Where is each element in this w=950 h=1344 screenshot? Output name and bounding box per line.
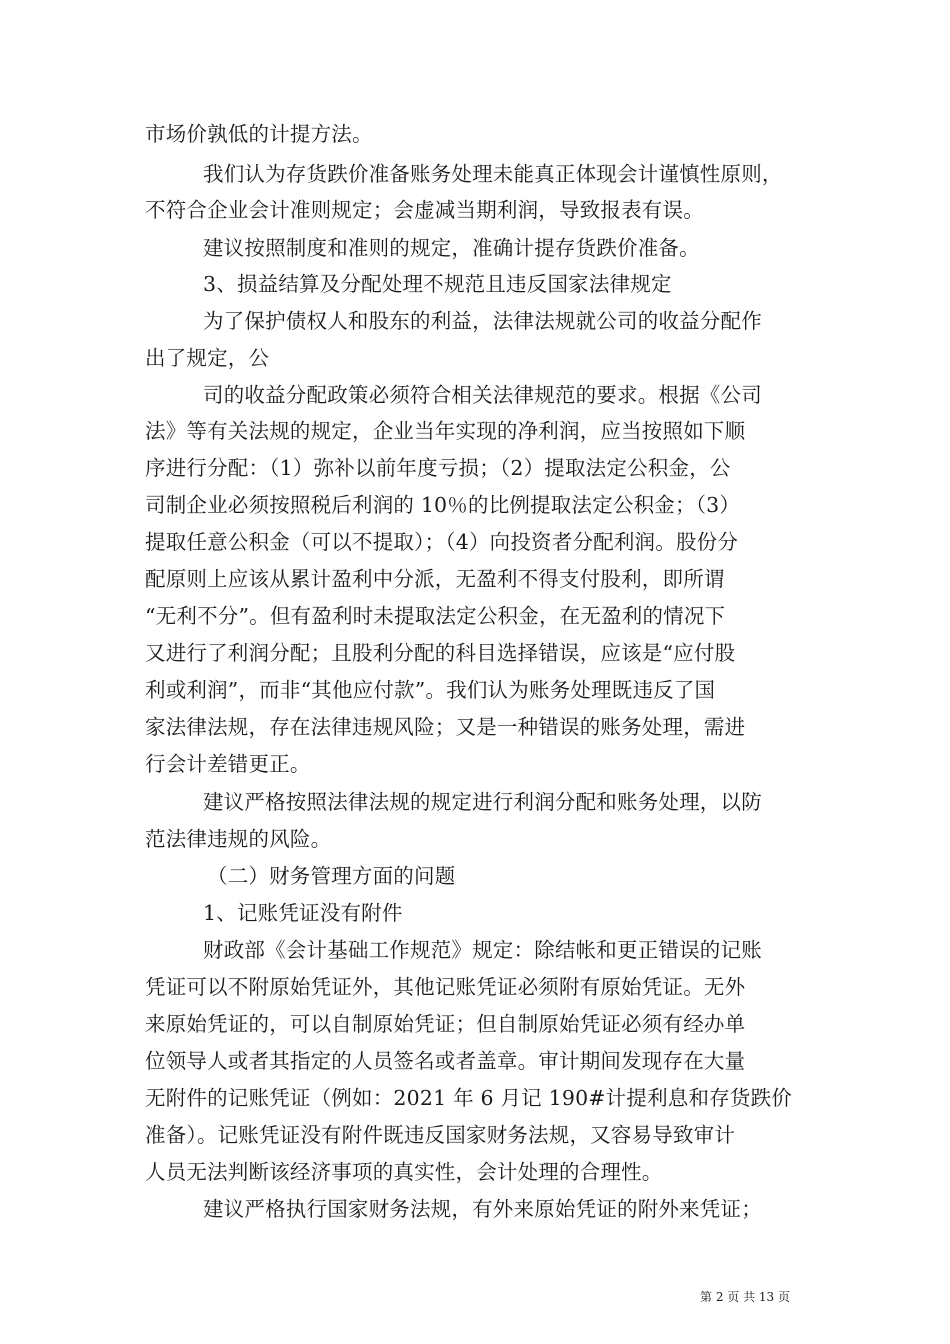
text-line: 建议按照制度和准则的规定，准确计提存货跌价准备。 — [203, 236, 700, 260]
text-line: 序进行分配：（1）弥补以前年度亏损；（2）提取法定公积金，公 — [145, 456, 731, 480]
text-line: 位领导人或者其指定的人员签名或者盖章。审计期间发现存在大量 — [145, 1049, 746, 1073]
text-line: 提取任意公积金（可以不提取）；（4）向投资者分配利润。股份分 — [145, 530, 739, 554]
text-line: 为了保护债权人和股东的利益，法律法规就公司的收益分配作 — [203, 309, 762, 333]
text-line: 凭证可以不附原始凭证外，其他记账凭证必须附有原始凭证。无外 — [145, 975, 746, 999]
text-line: 法》等有关法规的规定，企业当年实现的净利润，应当按照如下顺 — [145, 419, 746, 443]
text-line: 不符合企业会计准则规定；会虚减当期利润，导致报表有误。 — [145, 198, 704, 222]
text-line: 3、损益结算及分配处理不规范且违反国家法律规定 — [203, 272, 672, 296]
text-line: 财政部《会计基础工作规范》规定：除结帐和更正错误的记账 — [203, 938, 762, 962]
text-line: 家法律法规，存在法律违规风险；又是一种错误的账务处理，需进 — [145, 715, 746, 739]
text-line: 无附件的记账凭证（例如：2021 年 6 月记 190#计提利息和存货跌价 — [145, 1086, 792, 1110]
text-line: 行会计差错更正。 — [145, 752, 311, 776]
text-line: 准备）。记账凭证没有附件既违反国家财务法规，又容易导致审计 — [145, 1123, 736, 1147]
text-line: 市场价孰低的计提方法。 — [145, 122, 373, 146]
text-line: 建议严格执行国家财务法规，有外来原始凭证的附外来凭证； — [203, 1197, 762, 1221]
text-line: 出了规定，公 — [145, 346, 270, 370]
page-number: 第 2 页 共 13 页 — [700, 1290, 790, 1304]
subsection-heading: 1、记账凭证没有附件 — [203, 901, 403, 925]
text-line: 利或利润”，而非“其他应付款”。我们认为账务处理既违反了国 — [145, 678, 716, 702]
text-line: 司的收益分配政策必须符合相关法律规范的要求。根据《公司 — [203, 383, 762, 407]
text-line: 我们认为存货跌价准备账务处理未能真正体现会计谨慎性原则， — [203, 162, 783, 186]
text-line: 范法律违规的风险。 — [145, 827, 332, 851]
text-line: “无利不分”。但有盈利时未提取法定公积金，在无盈利的情况下 — [145, 604, 726, 628]
text-line: 人员无法判断该经济事项的真实性，会计处理的合理性。 — [145, 1160, 663, 1184]
text-line: 司制企业必须按照税后利润的 10％的比例提取法定公积金；（3） — [145, 493, 741, 517]
text-line: 配原则上应该从累计盈利中分派，无盈利不得支付股利，即所谓 — [145, 567, 725, 591]
section-heading: （二）财务管理方面的问题 — [207, 864, 456, 888]
text-line: 来原始凭证的，可以自制原始凭证；但自制原始凭证必须有经办单 — [145, 1012, 746, 1036]
text-line: 建议严格按照法律法规的规定进行利润分配和账务处理，以防 — [203, 790, 762, 814]
text-line: 又进行了利润分配；且股利分配的科目选择错误，应该是“应付股 — [145, 641, 736, 665]
